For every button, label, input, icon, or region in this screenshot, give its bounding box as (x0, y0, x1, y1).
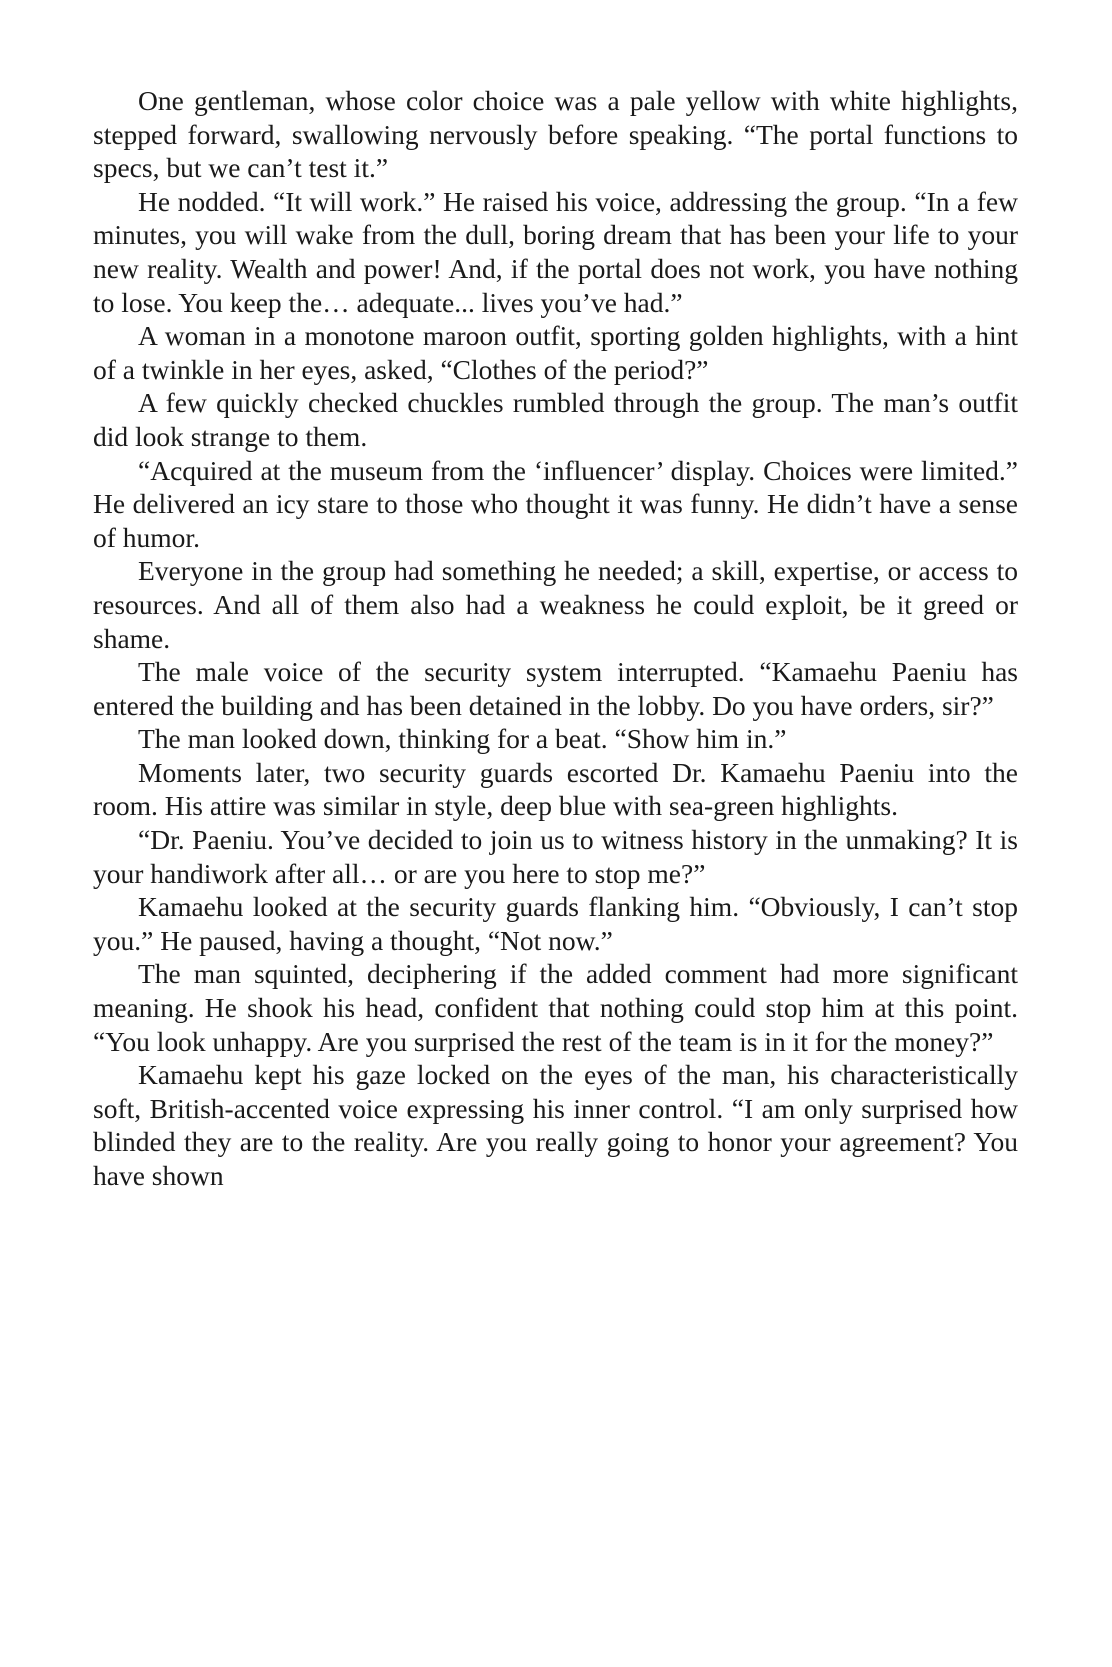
paragraph: One gentleman, whose color choice was a pale yellow with white highlights, stepped forward, swallowing nervously before speaking. “The portal functions to specs, but we can’t test it.” (93, 85, 1018, 184)
paragraph: A woman in a monotone maroon outfit, sporting golden highlights, with a hint of a twinkle in her eyes, asked, “Clothes of the period?” (93, 320, 1018, 385)
paragraph: “Acquired at the museum from the ‘influencer’ display. Choices were limited.” He delivered an icy stare to those who thought it was funny. He didn’t have a sense of humor. (93, 454, 1018, 553)
paragraph: A few quickly checked chuckles rumbled through the group. The man’s outfit did look strange to them. (93, 387, 1018, 452)
paragraph: Kamaehu kept his gaze locked on the eyes of the man, his characteristically soft, British-accented voice expressing his inner control. “I am only surprised how blinded they are to the reality. Are you really going to honor your agreement? You have shown (93, 1059, 1018, 1191)
page-body (93, 84, 1018, 1193)
paragraph: The male voice of the security system interrupted. “Kamaehu Paeniu has entered the building and has been detained in the lobby. Do you have orders, sir?” (93, 656, 1018, 721)
paragraph: The man looked down, thinking for a beat. “Show him in.” (138, 723, 787, 755)
paragraph: Kamaehu looked at the security guards flanking him. “Obviously, I can’t stop you.” He paused, having a thought, “Not now.” (93, 891, 1018, 956)
paragraph: “Dr. Paeniu. You’ve decided to join us to witness history in the unmaking? It is your handiwork after all… or are you here to stop me?” (93, 824, 1018, 889)
paragraph: The man squinted, deciphering if the added comment had more significant meaning. He shook his head, confident that nothing could stop him at this point. “You look unhappy. Are you surprised the rest of the team is in it for the money?” (93, 958, 1018, 1057)
paragraph: He nodded. “It will work.” He raised his voice, addressing the group. “In a few minutes, you will wake from the dull, boring dream that has been your life to your new reality. Wealth and power! And, if the portal does not work, you have nothing to lose. You keep the… adequate... lives you’ve had.” (93, 185, 1018, 318)
paragraph: Everyone in the group had something he needed; a skill, expertise, or access to resources. And all of them also had a weakness he could exploit, be it greed or shame. (93, 555, 1018, 654)
paragraph: Moments later, two security guards escorted Dr. Kamaehu Paeniu into the room. His attire was similar in style, deep blue with sea-green highlights. (93, 756, 1018, 822)
